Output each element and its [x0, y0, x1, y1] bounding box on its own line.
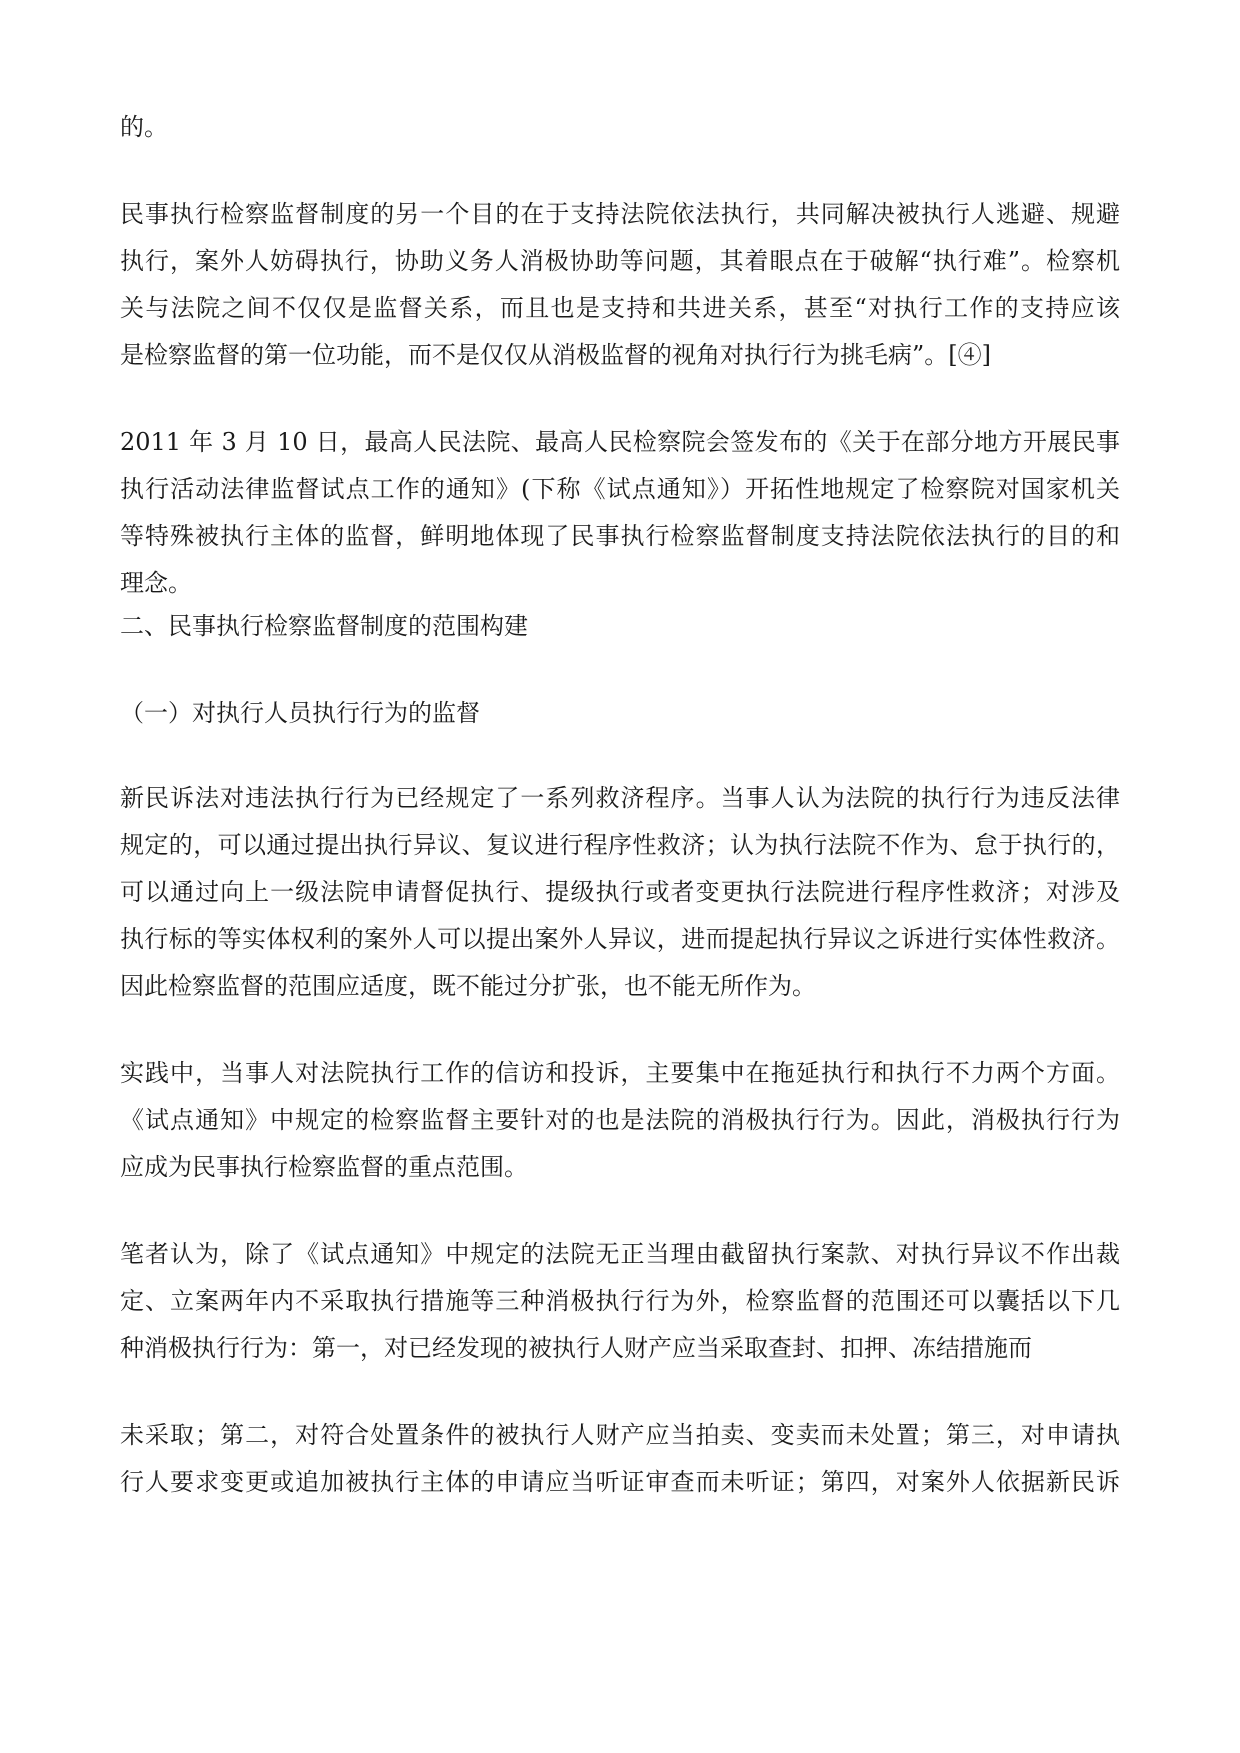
- text-line: 执行标的等实体权利的案外人可以提出案外人异议，进而提起执行异议之诉进行实体性救济。: [120, 925, 1120, 953]
- text-line: 因此检察监督的范围应适度，既不能过分扩张，也不能无所作为。: [120, 972, 816, 1000]
- section-heading: 二、民事执行检察监督制度的范围构建: [120, 612, 528, 640]
- text-line: 应成为民事执行检察监督的重点范围。: [120, 1153, 528, 1181]
- text-line: 执行，案外人妨碍执行，协助义务人消极协助等问题，其着眼点在于破解“执行难”。检察机: [120, 247, 1120, 275]
- text-line: 种消极执行行为：第一，对已经发现的被执行人财产应当采取查封、扣押、冻结措施而: [120, 1334, 1032, 1362]
- text-line: 可以通过向上一级法院申请督促执行、提级执行或者变更执行法院进行程序性救济；对涉及: [120, 878, 1120, 906]
- text-line: 规定的，可以通过提出执行异议、复议进行程序性救济；认为执行法院不作为、怠于执行的，: [120, 831, 1120, 859]
- text-line: 关与法院之间不仅仅是监督关系，而且也是支持和共进关系，甚至“对执行工作的支持应该: [120, 294, 1120, 322]
- text-line: 未采取；第二，对符合处置条件的被执行人财产应当拍卖、变卖而未处置；第三，对申请执: [120, 1421, 1120, 1449]
- text-line: 实践中，当事人对法院执行工作的信访和投诉，主要集中在拖延执行和执行不力两个方面。: [120, 1059, 1120, 1087]
- text-line: 2011 年 3 月 10 日，最高人民法院、最高人民检察院会签发布的《关于在部分地方开展民事: [120, 428, 1120, 456]
- text-line: 等特殊被执行主体的监督，鲜明地体现了民事执行检察监督制度支持法院依法执行的目的和: [120, 522, 1120, 550]
- text-line: 笔者认为，除了《试点通知》中规定的法院无正当理由截留执行案款、对执行异议不作出裁: [120, 1240, 1120, 1268]
- text-line: 执行活动法律监督试点工作的通知》(下称《试点通知》）开拓性地规定了检察院对国家机关: [120, 475, 1120, 503]
- text-line: 行人要求变更或追加被执行主体的申请应当听证审查而未听证；第四，对案外人依据新民诉: [120, 1468, 1120, 1496]
- text-line: 理念。: [120, 569, 192, 597]
- text-line: 的。: [120, 113, 168, 141]
- text-line: 《试点通知》中规定的检察监督主要针对的也是法院的消极执行行为。因此，消极执行行为: [120, 1106, 1120, 1134]
- text-line: 新民诉法对违法执行行为已经规定了一系列救济程序。当事人认为法院的执行行为违反法律: [120, 784, 1120, 812]
- text-line: 是检察监督的第一位功能，而不是仅仅从消极监督的视角对执行行为挑毛病”。[④]: [120, 341, 991, 369]
- text-line: 定、立案两年内不采取执行措施等三种消极执行行为外，检察监督的范围还可以囊括以下几: [120, 1287, 1120, 1315]
- text-line: 民事执行检察监督制度的另一个目的在于支持法院依法执行，共同解决被执行人逃避、规避: [120, 200, 1120, 228]
- subsection-heading: （一）对执行人员执行行为的监督: [120, 699, 480, 727]
